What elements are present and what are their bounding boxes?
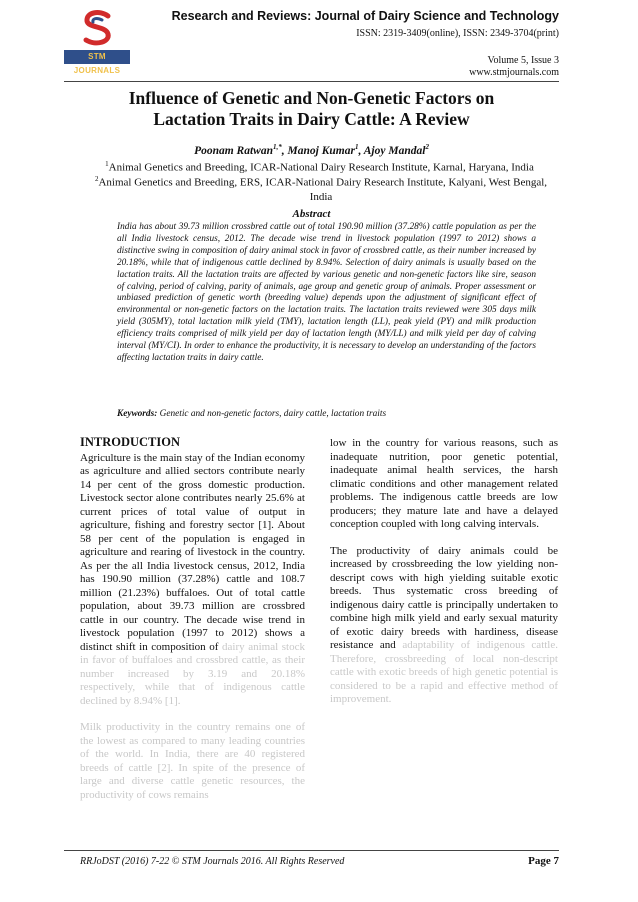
author-sup: 2 [425, 143, 429, 151]
left-column [80, 436, 305, 815]
page-number: Page 7 [528, 855, 559, 867]
paragraph-text-faded: dairy animal stock in favor of buffaloes and crossbred cattle, as their number increased by 3.19 and 20.18% respectively, while that of indigenous cattle declined by 8.94% [1]. [80, 640, 305, 707]
author-sup: 1 [354, 143, 359, 151]
corresponding-mark: * [278, 143, 282, 151]
paragraph [80, 452, 305, 709]
section-heading: INTRODUCTION [80, 435, 181, 449]
keywords-list: Genetic and non-genetic factors, dairy cattle, lactation traits [159, 409, 387, 419]
affiliation-text: Animal Genetics and Breeding, ICAR-National Dairy Research Institute, Karnal, Haryana, India [108, 161, 534, 174]
author-sup: 1, [273, 143, 279, 151]
affiliation-sup: 2 [94, 175, 99, 183]
author-name: Manoj Kumar [287, 144, 355, 157]
footer-divider [64, 850, 559, 851]
author-list: Poonam Ratwan$^{1,*}$, Manoj Kumar$^1$, Ajoy Mandal$^2$ [194, 143, 429, 157]
journal-title: Research and Reviews: Journal of Dairy Science and Technology [171, 9, 559, 23]
stm-logo-icon [78, 8, 118, 48]
keywords [117, 409, 536, 419]
paragraph-faded: Milk productivity in the country remains one of the lowest as compared to many leading countries of the world. In India, there are 40 registered breeds of cattle [2]. In spite of the presence of large and diverse cattle genetic resources, the productivity of cows remains [80, 721, 305, 801]
paragraph-text-faded: adaptability of indigenous cattle. Therefore, crossbreeding of local non-descript cattle with exotic breeds of high genetic potential is considered to be a rapid and effective method of improvement. [330, 639, 558, 705]
affiliation-sup: 1 [105, 160, 109, 168]
journal-website[interactable]: www.stmjournals.com [469, 67, 559, 78]
abstract-heading: Abstract [292, 208, 331, 220]
title-line-2: Lactation Traits in Dairy Cattle: A Review [153, 109, 470, 129]
paragraph-text: The productivity of dairy animals could be increased by crossbreeding the low yielding non-descript cows with high yielding suitable exotic breeds. Thus systematic cross breeding of indigenous dairy cattle is principally undertaken to combine high milk yield and early sexual maturity of exotic dairy breeds with hardiness, disease resistance and [330, 544, 558, 651]
affiliation-text: Animal Genetics and Breeding, ERS, ICAR-National Dairy Research Institute, Kalyani, West Bengal, India [98, 176, 548, 203]
keywords-label: Keywords: [117, 409, 158, 419]
paragraph-text: Agriculture is the main stay of the Indian economy as agriculture and allied sectors contribute nearly 14 per cent of the gross domestic production. Livestock sector alone contributes nearly 25.6% at current prices of total value of output in agriculture, fishing and forestry sector [1]. About 58 per cent of the population is engaged in agriculture and rearing of livestock in the country. As per the all India livestock census, 2012, India has 190.90 million (37.28%) cattle and 108.7 million (21.23%) buffaloes. Out of total cattle population, about 39.73 million are crossbred cattle in our country. The decade wise trend in livestock population (1997 to 2012) shows a distinct shift in composition of [80, 451, 305, 653]
right-column [330, 437, 558, 720]
affiliation-2 [94, 172, 548, 204]
title-line-1: Influence of Genetic and Non-Genetic Factors on [128, 88, 495, 108]
footer-citation: RRJoDST (2016) 7-22 © STM Journals 2016. All Rights Reserved [80, 856, 345, 867]
paragraph: low in the country for various reasons, such as inadequate nutrition, poor genetic potential, inadequate animal health services, the harsh climatic conditions and other management related problems. The indigenous cattle breeds are low producers; they mature late and have a delayed conception coupled with long calving intervals. [330, 437, 558, 530]
journal-logo [64, 8, 130, 75]
author-name: Ajoy Mandal [363, 144, 426, 157]
author-name: Poonam Ratwan [194, 144, 273, 157]
abstract-text: India has about 39.73 million crossbred cattle out of total 190.90 million (37.28%) cattle population as per the all India livestock census, 2012. The decade wise trend in livestock population (1997 to 2012) shows a distinctive swing in composition of dairy animal stock in favor of crossbred cattle, as their number increased by 20.18%, while that of indigenous cattle declined by 8.94%. Selection of dairy animals is usually based on the lactation traits. All the lactation traits are affected by various genetic and non-genetic factors like sire, season of calving, period of calving, parity of animals, age group and genetic group of animals. Proper assessment or unbiased prediction of genetic worth (breeding value) depends upon the adjustment of significant effect of environmental or non-genetic factors on the lactation traits. The lactation traits reviewed were 305 days milk yield (305MY), total lactation milk yield (TMY), lactation length (LL), peak yield (PY) and milk production efficiency traits comprised of milk yield per day of lactation length (MY/LL) and milk yield per day of calving interval (MY/CI). In order to enhance the productivity, it is necessary to develop an understanding of the factors affecting lactation traits in dairy cattle. [117, 222, 536, 363]
volume-issue: Volume 5, Issue 3 [487, 55, 559, 66]
header-divider [64, 81, 559, 82]
paper-title [64, 88, 559, 130]
paragraph [330, 545, 558, 707]
issn-line: ISSN: 2319-3409(online), ISSN: 2349-3704(print) [356, 28, 559, 39]
logo-wordmark: STM JOURNALS [64, 50, 130, 64]
